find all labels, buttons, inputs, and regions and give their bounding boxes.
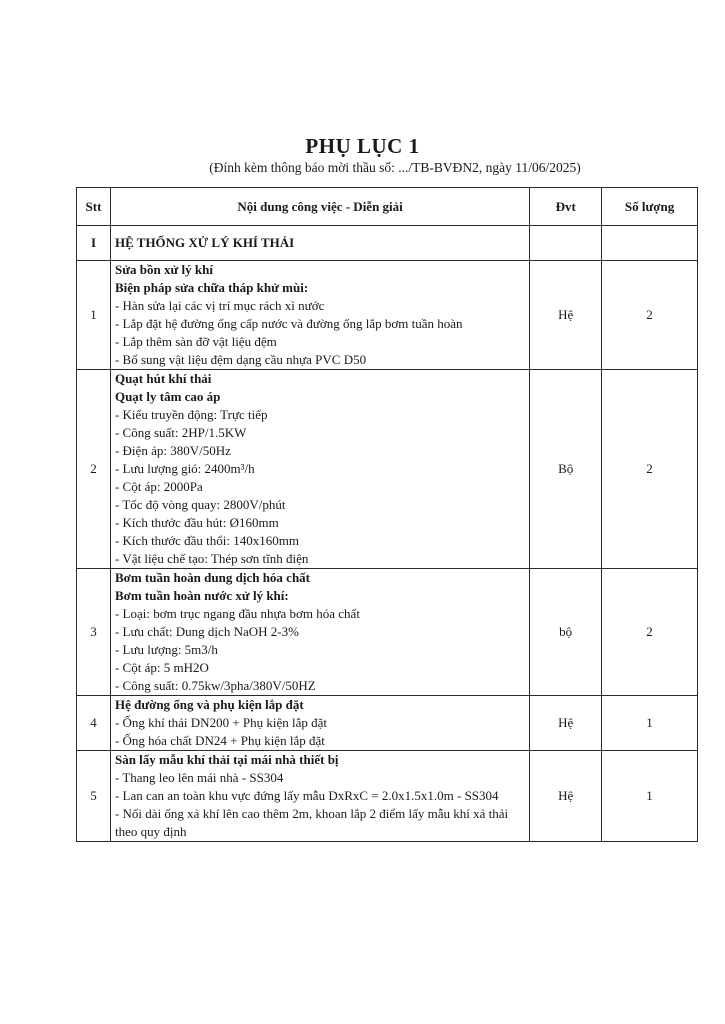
row-content (110, 751, 529, 842)
item-detail-line: - Kích thước đầu hút: Ø160mm (114, 515, 279, 530)
item-detail-line: - Kích thước đầu thổi: 140x160mm (114, 533, 299, 548)
item-title: Quạt ly tâm cao áp (114, 389, 221, 404)
table-header-row (77, 188, 698, 226)
item-detail-line: - Nối dài ống xả khí lên cao thêm 2m, khoan lắp 2 điểm lấy mẫu khí xả thải theo quy định (114, 806, 509, 839)
table-row (77, 261, 698, 370)
row-unit: Hệ (530, 261, 602, 370)
row-number: 5 (77, 751, 111, 842)
page-subtitle: (Đính kèm thông báo mời thầu số: .../TB-BVĐN2, ngày 11/06/2025) (209, 160, 581, 175)
row-number: 2 (77, 370, 111, 569)
row-number: 1 (77, 261, 111, 370)
section-row (77, 226, 698, 261)
row-content (110, 569, 529, 696)
row-quantity: 1 (602, 751, 698, 842)
item-detail-line: - Lắp đặt hệ đường ống cấp nước và đường ống lắp bơm tuần hoàn (114, 316, 463, 331)
item-title: Sửa bồn xử lý khí (114, 262, 213, 277)
item-detail-line: - Công suất: 0.75kw/3pha/380V/50HZ (114, 678, 316, 693)
row-unit: Hệ (530, 751, 602, 842)
item-title: Biện pháp sửa chữa tháp khử mùi: (114, 280, 309, 295)
item-detail-line: - Thang leo lên mái nhà - SS304 (114, 770, 284, 785)
section-quantity-cell (602, 226, 698, 261)
row-quantity: 2 (602, 261, 698, 370)
column-header-content: Nội dung công việc - Diễn giải (110, 188, 529, 226)
item-detail-line: - Lưu lượng: 5m3/h (114, 642, 218, 657)
appendix-table (76, 187, 698, 842)
row-quantity: 1 (602, 696, 698, 751)
item-detail-line: - Cột áp: 2000Pa (114, 479, 203, 494)
table-row (77, 569, 698, 696)
page-title: PHỤ LỤC 1 (305, 134, 420, 158)
item-title: Quạt hút khí thải (114, 371, 212, 386)
row-unit: Hệ (530, 696, 602, 751)
item-detail-line: - Lưu lượng gió: 2400m³/h (114, 461, 255, 476)
section-title: HỆ THỐNG XỬ LÝ KHÍ THẢI (110, 226, 529, 261)
item-detail-line: - Lan can an toàn khu vực đứng lấy mẫu DxRxC = 2.0x1.5x1.0m - SS304 (114, 788, 499, 803)
row-content (110, 696, 529, 751)
item-detail-line: - Hàn sửa lại các vị trí mục rách xì nước (114, 298, 325, 313)
item-detail-line: - Công suất: 2HP/1.5KW (114, 425, 247, 440)
row-quantity: 2 (602, 370, 698, 569)
table-row (77, 696, 698, 751)
item-detail-line: - Tốc độ vòng quay: 2800V/phút (114, 497, 286, 512)
row-quantity: 2 (602, 569, 698, 696)
row-unit: Bộ (530, 370, 602, 569)
column-header-quantity: Số lượng (602, 188, 698, 226)
item-title: Bơm tuần hoàn nước xử lý khí: (114, 588, 289, 603)
item-detail-line: - Loại: bơm trục ngang đầu nhựa bơm hóa chất (114, 606, 360, 621)
item-detail-line: - Ống khí thải DN200 + Phụ kiện lắp đặt (114, 715, 328, 730)
item-detail-line: - Ống hóa chất DN24 + Phụ kiện lắp đặt (114, 733, 325, 748)
column-header-stt: Stt (77, 188, 111, 226)
table-row (77, 370, 698, 569)
item-detail-line: - Điện áp: 380V/50Hz (114, 443, 231, 458)
item-detail-line: - Vật liệu chế tạo: Thép sơn tĩnh điện (114, 551, 309, 566)
item-title: Sàn lấy mẫu khí thải tại mái nhà thiết bị (114, 752, 339, 767)
table-body (77, 226, 698, 842)
item-title: Hệ đường ống và phụ kiện lắp đặt (114, 697, 304, 712)
table-row (77, 751, 698, 842)
item-detail-line: - Bổ sung vật liệu đệm dạng cầu nhựa PVC D50 (114, 352, 367, 367)
row-content (110, 261, 529, 370)
item-detail-line: - Kiểu truyền động: Trực tiếp (114, 407, 268, 422)
column-header-unit: Đvt (530, 188, 602, 226)
row-unit: bộ (530, 569, 602, 696)
section-unit-cell (530, 226, 602, 261)
row-number: 3 (77, 569, 111, 696)
item-detail-line: - Lưu chất: Dung dịch NaOH 2-3% (114, 624, 299, 639)
item-detail-line: - Cột áp: 5 mH2O (114, 660, 209, 675)
section-number: I (77, 226, 111, 261)
row-content (110, 370, 529, 569)
item-detail-line: - Lắp thêm sàn đỡ vật liệu đệm (114, 334, 277, 349)
item-title: Bơm tuần hoàn dung dịch hóa chất (114, 570, 311, 585)
row-number: 4 (77, 696, 111, 751)
